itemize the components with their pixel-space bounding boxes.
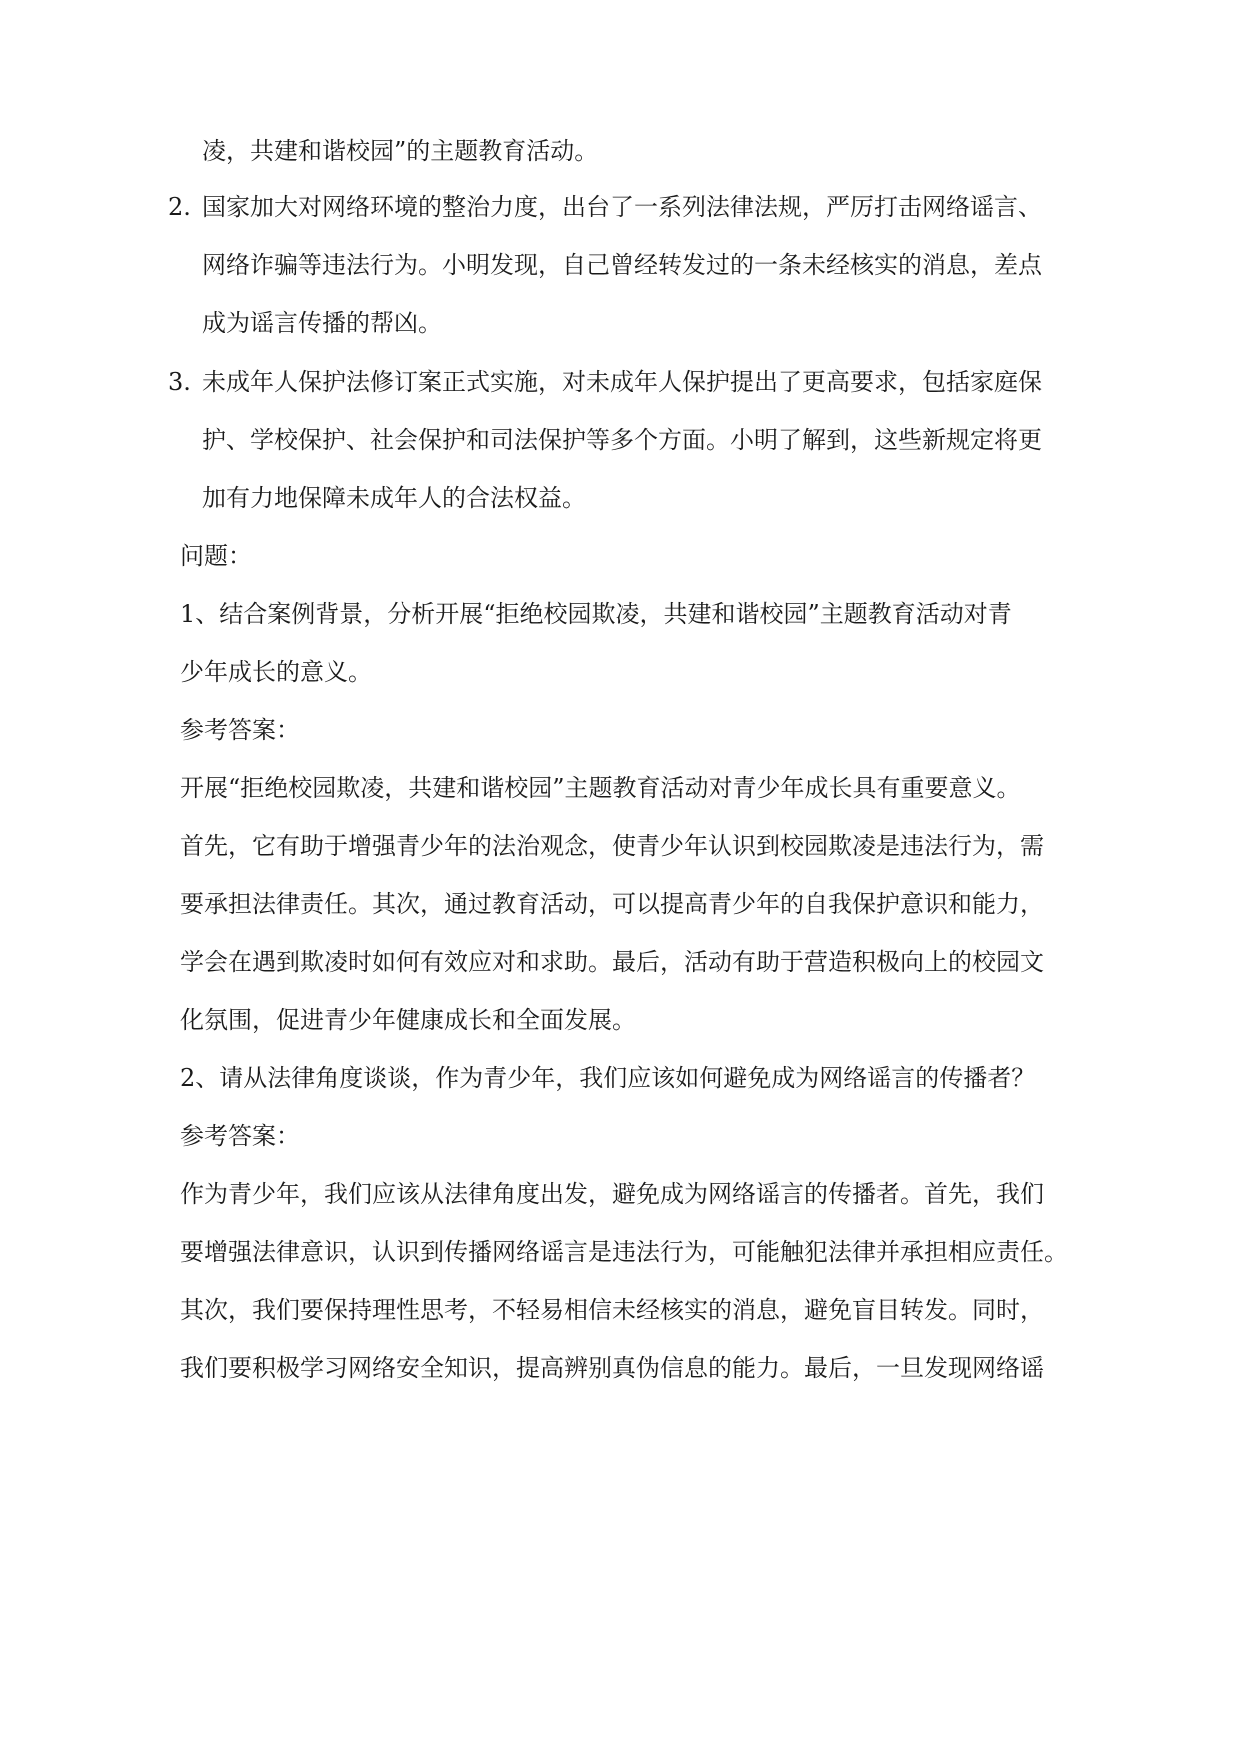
list-item-1-continuation: 凌，共建和谐校园”的主题教育活动。 [202, 137, 599, 165]
answer-2-label: 参考答案： [180, 1122, 300, 1150]
list-item-3-line-1: 未成年人保护法修订案正式实施，对未成年人保护提出了更高要求，包括家庭保 [202, 368, 1042, 396]
list-number-3: 3. [168, 368, 191, 396]
questions-heading: 问题： [180, 542, 252, 570]
question-1-line-1: 1、结合案例背景，分析开展“拒绝校园欺凌，共建和谐校园”主题教育活动对青 [180, 600, 1012, 628]
list-item-3-line-2: 护、学校保护、社会保护和司法保护等多个方面。小明了解到，这些新规定将更 [202, 426, 1042, 454]
list-item-2-line-1: 国家加大对网络环境的整治力度，出台了一系列法律法规，严厉打击网络谣言、 [202, 193, 1042, 221]
answer-2-line-3: 其次，我们要保持理性思考，不轻易相信未经核实的消息，避免盲目转发。同时， [180, 1296, 1044, 1324]
list-number-2: 2. [168, 193, 191, 221]
question-2-line: 2、请从法律角度谈谈，作为青少年，我们应该如何避免成为网络谣言的传播者？ [180, 1064, 1036, 1092]
answer-2-line-1: 作为青少年，我们应该从法律角度出发，避免成为网络谣言的传播者。首先，我们 [180, 1180, 1044, 1208]
answer-1-label: 参考答案： [180, 716, 300, 744]
answer-1-line-4: 学会在遇到欺凌时如何有效应对和求助。最后，活动有助于营造积极向上的校园文 [180, 948, 1044, 976]
answer-2-line-2: 要增强法律意识，认识到传播网络谣言是违法行为，可能触犯法律并承担相应责任。 [180, 1238, 1068, 1266]
answer-1-line-1: 开展“拒绝校园欺凌，共建和谐校园”主题教育活动对青少年成长具有重要意义。 [180, 774, 1021, 802]
answer-2-line-4: 我们要积极学习网络安全知识，提高辨别真伪信息的能力。最后，一旦发现网络谣 [180, 1354, 1044, 1382]
list-item-2-line-3: 成为谣言传播的帮凶。 [202, 309, 442, 337]
list-item-3-line-3: 加有力地保障未成年人的合法权益。 [202, 484, 586, 512]
answer-1-line-5: 化氛围，促进青少年健康成长和全面发展。 [180, 1006, 636, 1034]
answer-1-line-3: 要承担法律责任。其次，通过教育活动，可以提高青少年的自我保护意识和能力， [180, 890, 1044, 918]
list-item-2-line-2: 网络诈骗等违法行为。小明发现，自己曾经转发过的一条未经核实的消息，差点 [202, 251, 1042, 279]
question-1-line-2: 少年成长的意义。 [180, 658, 372, 686]
answer-1-line-2: 首先，它有助于增强青少年的法治观念，使青少年认识到校园欺凌是违法行为，需 [180, 832, 1044, 860]
